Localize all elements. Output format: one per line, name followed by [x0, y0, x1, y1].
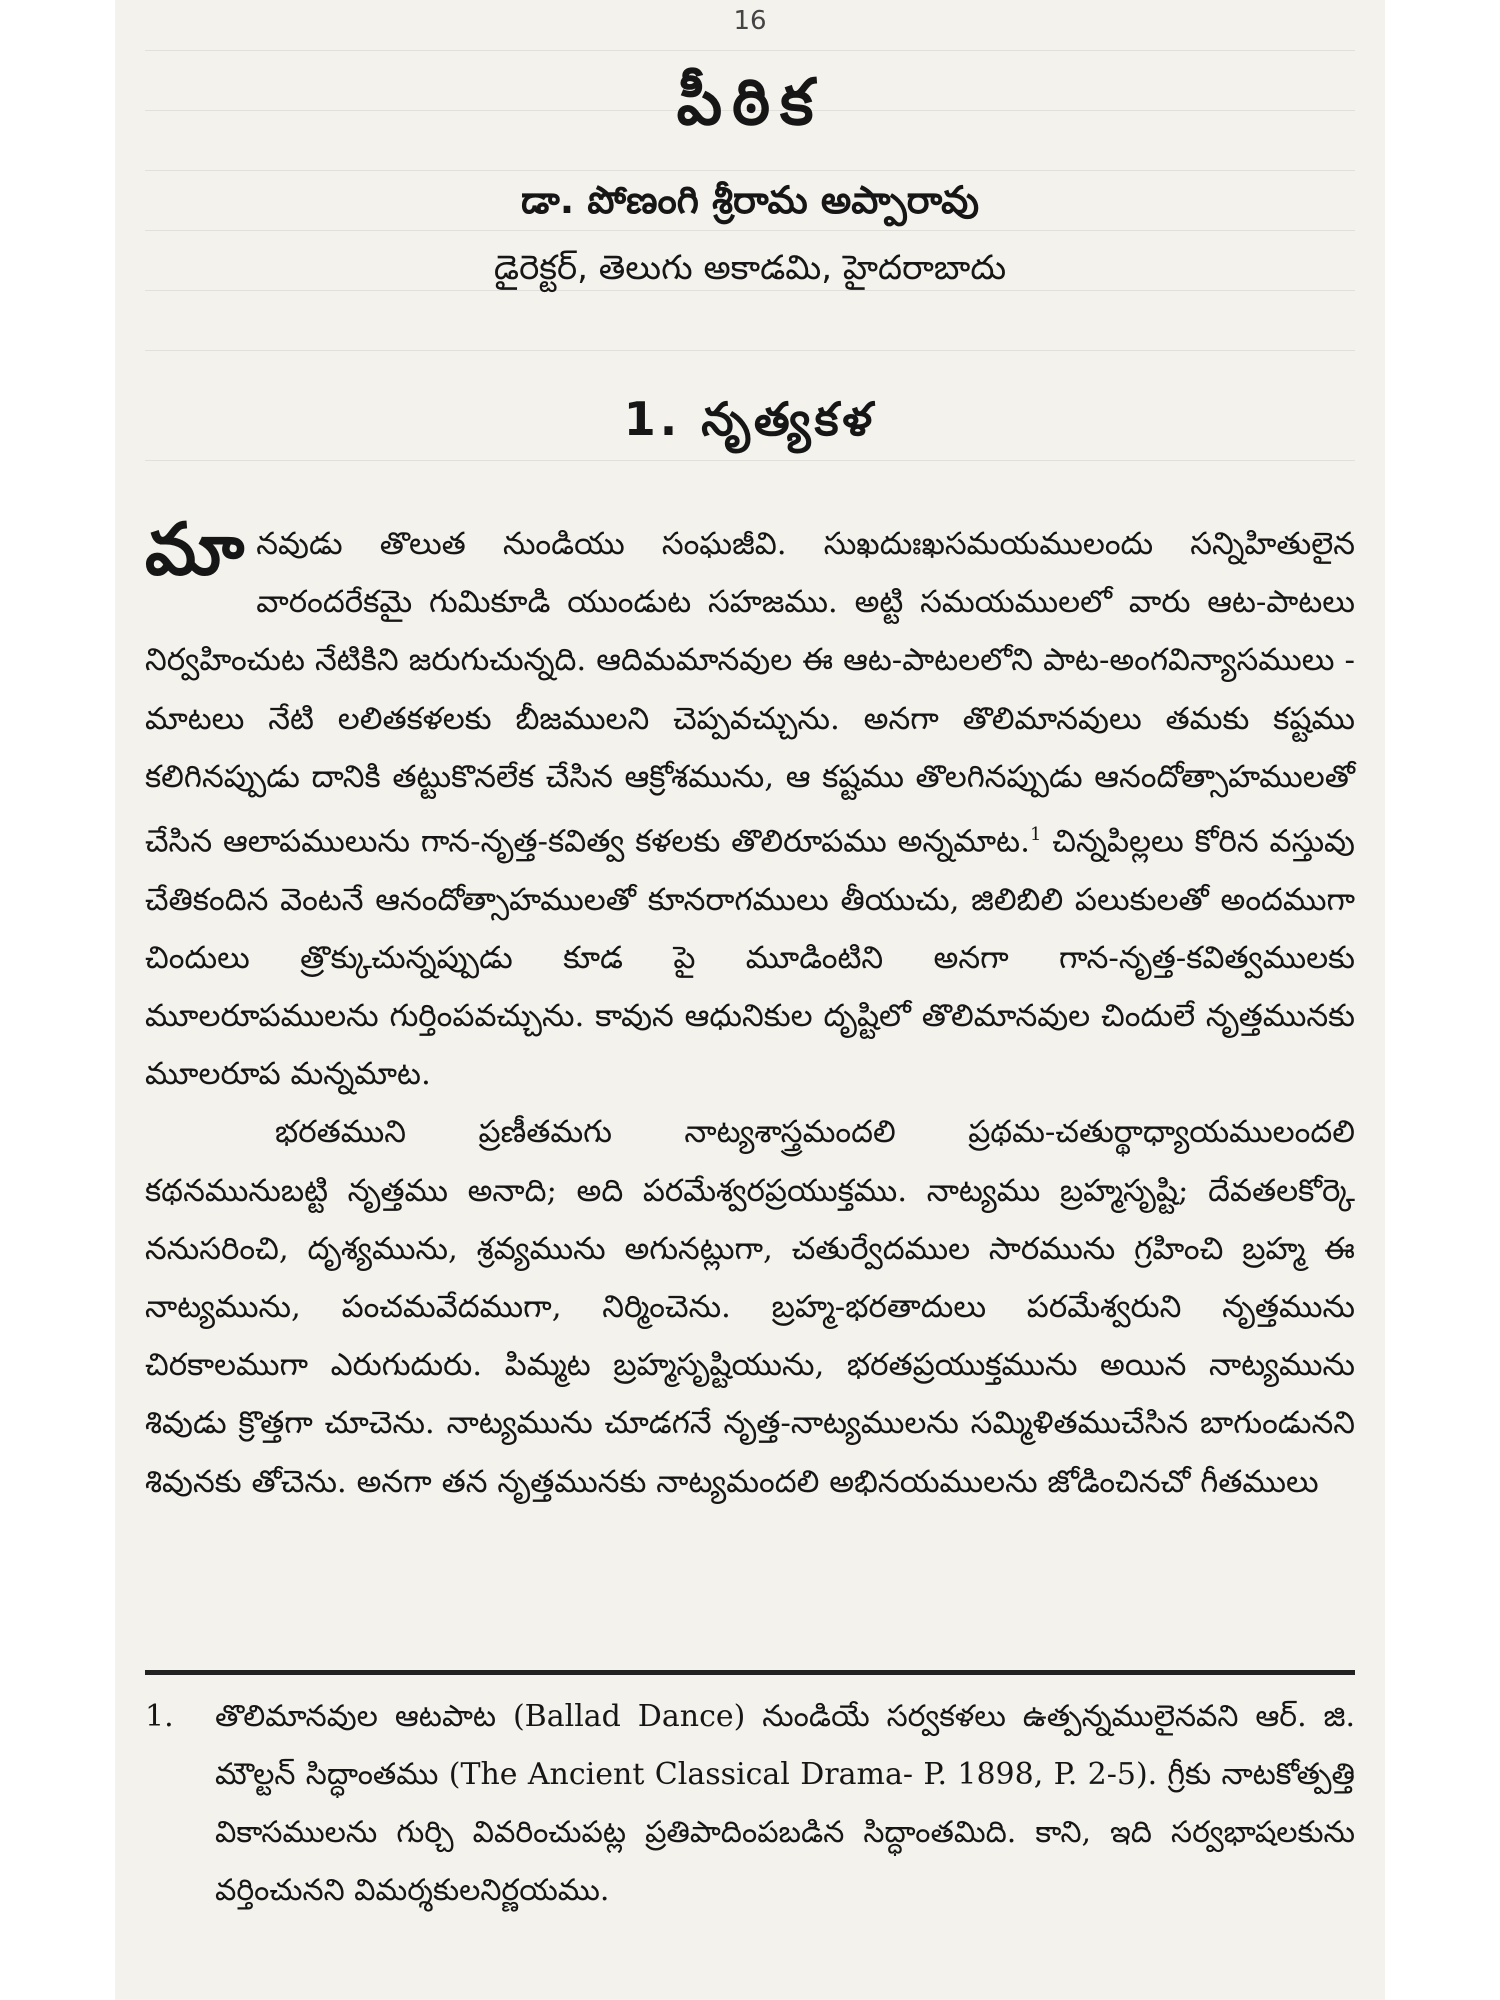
left-margin [0, 0, 115, 2000]
page-number: 16 [733, 6, 767, 36]
drop-cap: మా [145, 506, 245, 591]
footnote-reference[interactable]: 1 [1029, 824, 1042, 846]
author-affiliation: డైరెక్టర్, తెలుగు అకాడమి, హైదరాబాదు [493, 248, 1007, 288]
section-heading: 1. నృత్యకళ [623, 392, 877, 446]
footnote-number: 1. [145, 1699, 174, 1734]
footnote [145, 1688, 1355, 1920]
page-title: పీఠిక [676, 66, 824, 140]
footnote-text: తొలిమానవుల ఆటపాట (Ballad Dance) నుండియే సర్వకళలు ఉత్పన్నములైనవని ఆర్. జి. మౌల్టన్ సిద్ధాంతము (The Ancient Classical Drama- P. 1898, P. 2-5). గ్రీకు నాటకోత్పత్తి వికాసములను గుర్చి వివరించుపట్ల ప్రతిపాదింపబడిన సిద్ధాంతమిది. కాని, ఇది సర్వభాషలకును వర్తించునని విమర్శకులనిర్ణయము. [215, 1699, 1355, 1908]
right-margin [1385, 0, 1500, 2000]
footnote-divider [145, 1670, 1355, 1675]
paragraph-2: భరతముని ప్రణీతమగు నాట్యశాస్త్రమందలి ప్రథమ-చతుర్థాధ్యాయములందలి కథనమునుబట్టి నృత్తము అనాది; అది పరమేశ్వరప్రయుక్తము. నాట్యము బ్రహ్మసృష్టి; దేవతలకోర్కె ననుసరించి, దృశ్యమును, శ్రవ్యమును అగునట్లుగా, చతుర్వేదముల సారమును గ్రహించి బ్రహ్మ ఈ నాట్యమును, పంచమవేదముగా, నిర్మించెను. బ్రహ్మ-భరతాదులు పరమేశ్వరుని నృత్తమును చిరకాలముగా ఎరుగుదురు. పిమ్మట బ్రహ్మసృష్టియును, భరతప్రయుక్తమును అయిన నాట్యమును శివుడు క్రొత్తగా చూచెను. నాట్యమును చూడగనే నృత్త-నాట్యములను సమ్మిళితముచేసిన బాగుండునని శివునకు తోచెను. అనగా తన నృత్తమునకు నాట్యమందలి అభినయములను జోడించినచో గీతములు [145, 1114, 1355, 1500]
bleed-through [145, 330, 1355, 351]
body-text [145, 506, 1355, 1511]
paragraph-1-text-cont: చిన్నపిల్లలు కోరిన వస్తువు చేతికందిన వెంటనే ఆనందోత్సాహములతో కూనరాగములు తీయుచు, జిలిబిలి పలుకులతో అందముగా చిందులు త్రొక్కుచున్నప్పుడు కూడ పై మూడింటిని అనగా గాన-నృత్త-కవిత్వములకు మూలరూపములను గుర్తింపవచ్చును. కావున ఆధునికుల దృష్టిలో తొలిమానవుల చిందులే నృత్తమునకు మూలరూప మన్నమాట. [145, 823, 1355, 1093]
book-page [115, 0, 1385, 2000]
paragraph-1 [145, 506, 1355, 1103]
author-name: డా. పోణంగి శ్రీరామ అప్పారావు [520, 178, 980, 222]
paragraph-1-text: నవుడు తొలుత నుండియు సంఘజీవి. సుఖదుఃఖసమయములందు సన్నిహితులైన వారందరేకమై గుమికూడి యుండుట సహజము. అట్టి సమయములలో వారు ఆట-పాటలు నిర్వహించుట నేటికిని జరుగుచున్నది. ఆదిమమానవుల ఈ ఆట-పాటలలోని పాట-అంగవిన్యాసములు - మాటలు నేటి లలితకళలకు బీజములని చెప్పవచ్చును. అనగా తొలిమానవులు తమకు కష్టము కలిగినప్పుడు దానికి తట్టుకొనలేక చేసిన ఆక్రోశమును, ఆ కష్టము తొలగినప్పుడు ఆనందోత్సాహములతో చేసిన ఆలాపములును గాన-నృత్త-కవిత్వ కళలకు తొలిరూపము అన్నమాట. [145, 526, 1355, 860]
